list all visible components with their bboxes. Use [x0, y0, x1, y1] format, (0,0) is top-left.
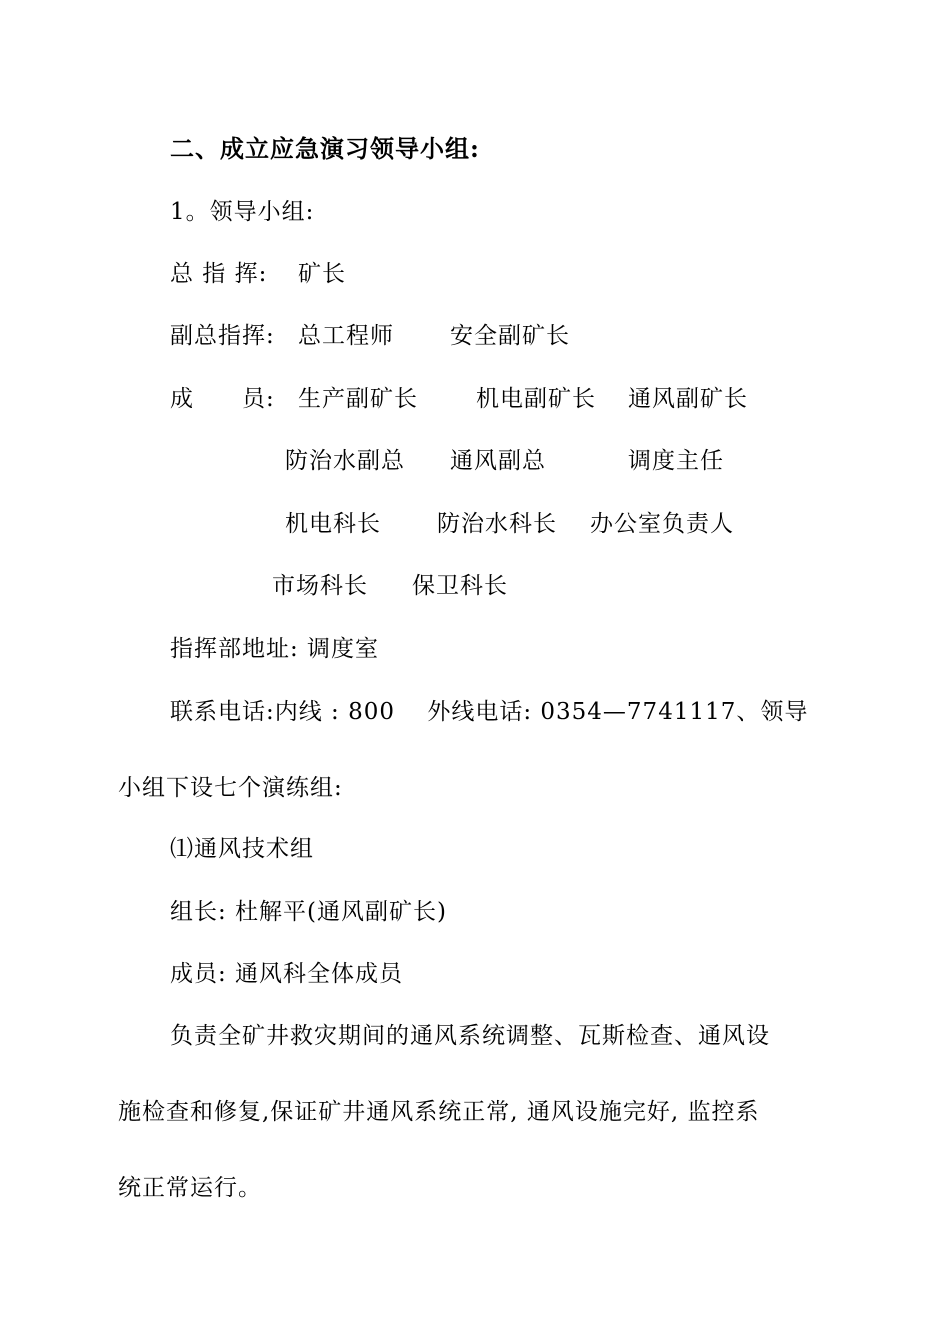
- commander-label: 总 指 挥:: [170, 261, 268, 287]
- duty-line-3: 统正常运行。: [118, 1175, 262, 1201]
- subgroup-members: 成员: 通风科全体成员: [170, 961, 404, 987]
- member: 机电副矿长: [476, 386, 596, 412]
- deputy-value-2: 安全副矿长: [450, 323, 570, 349]
- contact-line-2: 小组下设七个演练组:: [118, 775, 343, 801]
- section-heading: 二、成立应急演习领导小组:: [170, 134, 480, 163]
- deputy-label: 副总指挥:: [170, 323, 275, 349]
- hq-address: 指挥部地址: 调度室: [170, 636, 380, 662]
- duty-line-1: 负责全矿井救灾期间的通风系统调整、瓦斯检查、通风设: [170, 1023, 770, 1049]
- member: 办公室负责人: [590, 511, 734, 537]
- contact-line-1: 联系电话:内线 : 800 外线电话: 0354—7741117、领导: [170, 699, 809, 725]
- member: 机电科长: [285, 511, 381, 537]
- member: 保卫科长: [412, 573, 508, 599]
- member: 调度主任: [628, 448, 724, 474]
- member: 通风副总: [450, 448, 546, 474]
- duty-line-2: 施检查和修复,保证矿井通风系统正常, 通风设施完好, 监控系: [118, 1099, 760, 1125]
- member: 通风副矿长: [628, 386, 748, 412]
- member: 生产副矿长: [298, 386, 418, 412]
- commander-value: 矿长: [298, 261, 346, 287]
- member: 防治水副总: [285, 448, 405, 474]
- members-label: 成 员:: [170, 386, 275, 412]
- deputy-value-1: 总工程师: [298, 323, 394, 349]
- subgroup-title: ⑴通风技术组: [170, 836, 314, 862]
- subgroup-leader: 组长: 杜解平(通风副矿长): [170, 899, 448, 925]
- group-intro: 1。领导小组:: [170, 199, 315, 225]
- member: 防治水科长: [437, 511, 557, 537]
- member: 市场科长: [272, 573, 368, 599]
